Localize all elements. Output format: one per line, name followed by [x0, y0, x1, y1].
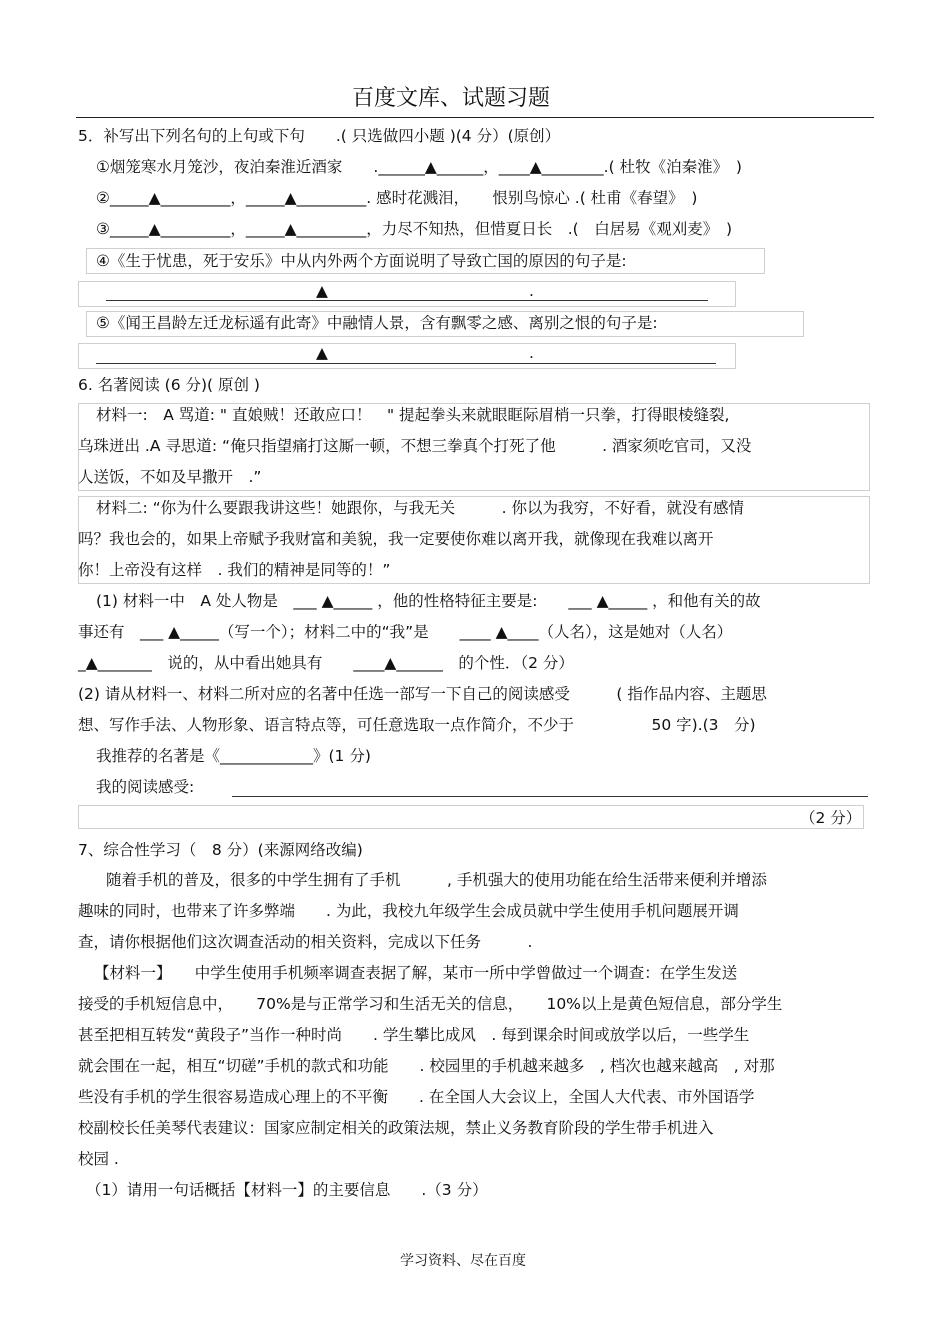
q6-sub-2-line-1: (2) 请从材料一、材料二所对应的名著中任选一部写一下自己的阅读感受 ( 指作品内容、主题思	[78, 685, 767, 703]
q7-material-1-line-5: 些没有手机的学生很容易造成心理上的不平衡 . 在全国人大会议上，全国人大代表、市外国语学	[78, 1088, 755, 1106]
q6-reading-feeling-label: 我的阅读感受:	[96, 778, 195, 796]
q5-item-4-answer-mark: ▲	[316, 282, 328, 300]
q5-item-4: ④《生于忧患，死于安乐》中从内外两个方面说明了导致亡国的原因的句子是:	[96, 252, 627, 270]
q7-intro-line-2: 趣味的同时，也带来了许多弊端 . 为此，我校九年级学生会成员就中学生使用手机问题展开调	[78, 902, 739, 920]
q5-item-4-answer-line	[106, 300, 708, 301]
header-rule	[76, 117, 874, 118]
q6-sub-2-line-2: 想、写作手法、人物形象、语言特点等，可任意选取一点作简介，不少于 50 字).(3 分)	[78, 716, 756, 734]
q7-material-1-line-3: 甚至把相互转发“黄段子”当作一种时尚 . 学生攀比成风 . 每到课余时间或放学以后，一些学生	[78, 1026, 750, 1044]
q7-material-1-line-7: 校园 .	[78, 1150, 119, 1168]
q6-sub-1-line-3: _▲_______ 说的，从中看出她具有 ____▲______ 的个性．（2 分）	[78, 654, 574, 672]
q7-material-1-line-2: 接受的手机短信息中， 70%是与正常学习和生活无关的信息， 10%以上是黄色短信息，部分学生	[78, 995, 783, 1013]
q5-item-5-answer-line	[96, 363, 716, 364]
q7-intro-line-1: 随着手机的普及，很多的中学生拥有了手机 , 手机强大的使用功能在给生活带来便利并增添	[106, 871, 767, 889]
q7-material-1-line-4: 就会围在一起，相互“切磋”手机的款式和功能 . 校园里的手机越来越多 , 档次也越来越高 , 对那	[78, 1057, 775, 1075]
q5-title: 5．补写出下列名句的上句或下句 .( 只选做四小题 )(4 分）(原创）	[78, 127, 561, 145]
q6-material-2-line-3: 你！上帝没有这样 . 我们的精神是同等的！”	[78, 561, 391, 579]
q6-material-2-line-1: 材料二: “你为什么要跟我讲这些！她跟你，与我无关 . 你以为我穷，不好看，就没有感情	[96, 499, 745, 517]
q7-title: 7、综合性学习（ 8 分）(来源网络改编)	[78, 841, 363, 859]
q7-sub-1: （1）请用一句话概括【材料一】的主要信息 .（3 分）	[86, 1181, 488, 1199]
q6-material-2-line-2: 吗？我也会的，如果上帝赋予我财富和美貌，我一定要使你难以离开我，就像现在我难以离开	[78, 530, 714, 548]
q6-reading-feeling-line	[232, 796, 868, 797]
q5-item-5-answer-frame	[78, 343, 736, 369]
q6-material-1-line-3: 人送饭，不如及早撒开 .”	[78, 468, 262, 486]
page-footer: 学习资料、尽在百度	[400, 1253, 526, 1269]
q5-item-4-answer-end: .	[529, 282, 534, 300]
q6-sub-1-line-1: (1) 材料一中 A 处人物是 ___ ▲_____ ，他的性格特征主要是: ___ ▲_____ ，和他有关的故	[96, 592, 761, 610]
q7-intro-line-3: 查，请你根据他们这次调查活动的相关资料，完成以下任务 .	[78, 933, 533, 951]
q5-item-3: ③_____▲_________，_____▲_________，力尽不知热，但惜夏日长 .( 白居易《观刈麦》 )	[96, 220, 733, 238]
q7-material-1-line-6: 校副校长任美琴代表建议：国家应制定相关的政策法规，禁止义务教育阶段的学生带手机进入	[78, 1119, 714, 1137]
q6-title: 6. 名著阅读 (6 分)( 原创 )	[78, 376, 260, 394]
q6-sub-1-line-2: 事还有 ___ ▲_____（写一个）；材料二中的“我”是 ____ ▲____（人名），这是她对（人名）	[78, 623, 733, 641]
q6-reading-feeling-frame	[78, 805, 864, 829]
q5-item-5-answer-end: .	[529, 344, 534, 362]
q6-material-1-line-2: 乌珠迸出 .A 寻思道: “俺只指望痛打这厮一顿，不想三拳真个打死了他 . 酒家须吃官司，又没	[78, 437, 752, 455]
page-title: 百度文库、试题习题	[352, 86, 551, 111]
q5-item-5: ⑤《闻王昌龄左迁龙标遥有此寄》中融情人景，含有飘零之感、离别之恨的句子是:	[96, 314, 658, 332]
q5-item-1: ①烟笼寒水月笼沙，夜泊秦淮近酒家 .______▲______，____▲________.( 杜牧《泊秦淮》 )	[96, 158, 742, 176]
q6-recommend-book: 我推荐的名著是《____________》(1 分)	[96, 747, 371, 765]
q5-item-2: ②_____▲_________，_____▲_________. 感时花溅泪， 恨别鸟惊心 .( 杜甫《春望》 )	[96, 189, 698, 207]
q5-item-5-answer-mark: ▲	[316, 344, 328, 362]
q6-material-1-line-1: 材料一: A 骂道: " 直娘贼！还敢应口！ " 提起拳头来就眼眶际眉梢一只拳，打得眼棱缝裂,	[96, 406, 730, 424]
q6-reading-feeling-score: （2 分）	[800, 809, 862, 827]
q7-material-1-line-1: 【材料一】 中学生使用手机频率调查表据了解，某市一所中学曾做过一个调查：在学生发送	[94, 964, 738, 982]
q5-item-4-answer-frame	[78, 281, 736, 307]
